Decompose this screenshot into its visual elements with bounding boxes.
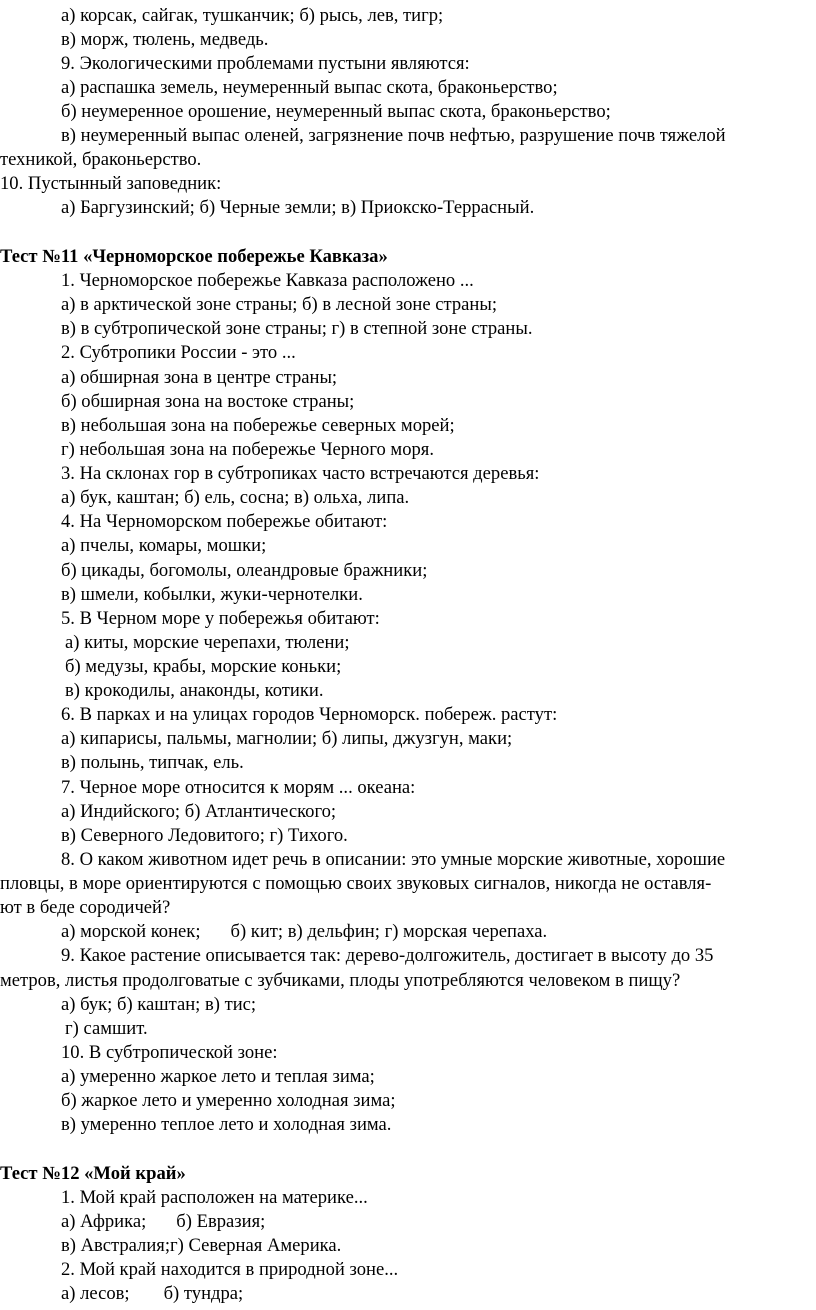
answer-line: б) обширная зона на востоке страны;: [61, 391, 355, 412]
answer-option: а) Африка;: [61, 1211, 147, 1232]
answer-line: а) Баргузинский; б) Черные земли; в) Приокско-Террасный.: [61, 197, 535, 218]
answer-line: в) небольшая зона на побережье северных морей;: [61, 415, 455, 436]
question-line: 10. Пустынный заповедник:: [0, 173, 222, 194]
answer-line: г) небольшая зона на побережье Черного моря.: [61, 439, 434, 460]
question-line: ют в беде сородичей?: [0, 897, 171, 918]
answer-option: а) лесов;: [61, 1283, 130, 1304]
answer-option: б) тундра;: [163, 1283, 244, 1304]
answer-line: в) шмели, кобылки, жуки-чернотелки.: [61, 584, 363, 605]
question-line: 2. Мой край находится в природной зоне...: [61, 1259, 399, 1280]
answer-line: [61, 1210, 265, 1234]
answer-line: а) корсак, сайгак, тушканчик; б) рысь, лев, тигр;: [61, 5, 444, 26]
question-line: метров, листья продолговатые с зубчиками, плоды употребляются человеком в пищу?: [0, 970, 681, 991]
answer-line: а) кипарисы, пальмы, магнолии; б) липы, джузгун, маки;: [61, 728, 513, 749]
answer-line: б) цикады, богомолы, олеандровые бражники;: [61, 560, 428, 581]
question-line: 7. Черное море относится к морям ... океана:: [61, 777, 416, 798]
question-line: 9. Экологическими проблемами пустыни являются:: [61, 53, 470, 74]
question-line: 5. В Черном море у побережья обитают:: [61, 608, 380, 629]
answer-line: а) умеренно жаркое лето и теплая зима;: [61, 1066, 375, 1087]
answer-line: в) Северного Ледовитого; г) Тихого.: [61, 825, 348, 846]
question-line: 9. Какое растение описывается так: дерево-долгожитель, достигает в высоту до 35: [61, 945, 714, 966]
answer-line: б) медузы, крабы, морские коньки;: [65, 656, 342, 677]
answer-line: в) неумеренный выпас оленей, загрязнение почв нефтью, разрушение почв тяжелой: [61, 125, 726, 146]
answer-option: б) Евразия;: [176, 1211, 266, 1232]
answer-line: техникой, браконьерство.: [0, 149, 202, 170]
answer-line: а) киты, морские черепахи, тюлени;: [65, 632, 350, 653]
section-heading: Тест №12 «Мой край»: [0, 1163, 186, 1184]
question-line: 1. Мой край расположен на материке...: [61, 1187, 368, 1208]
question-line: 3. На склонах гор в субтропиках часто встречаются деревья:: [61, 463, 540, 484]
answer-line: а) бук; б) каштан; в) тис;: [61, 994, 257, 1015]
question-line: пловцы, в море ориентируются с помощью своих звуковых сигналов, никогда не оставля-: [0, 873, 712, 894]
answer-line: а) Индийского; б) Атлантического;: [61, 801, 337, 822]
question-line: 8. О каком животном идет речь в описании: это умные морские животные, хорошие: [61, 849, 726, 870]
answer-line: в) Австралия;г) Северная Америка.: [61, 1235, 342, 1256]
question-line: 10. В субтропической зоне:: [61, 1042, 278, 1063]
answer-line: а) обширная зона в центре страны;: [61, 367, 338, 388]
answer-line: в) морж, тюлень, медведь.: [61, 29, 269, 50]
answer-line: б) жаркое лето и умеренно холодная зима;: [61, 1090, 396, 1111]
answer-line: а) в арктической зоне страны; б) в лесной зоне страны;: [61, 294, 498, 315]
answer-line: в) в субтропической зоне страны; г) в степной зоне страны.: [61, 318, 533, 339]
answer-line: [61, 920, 547, 944]
question-line: 6. В парках и на улицах городов Черноморск. побереж. растут:: [61, 704, 558, 725]
answer-option: а) морской конек;: [61, 921, 201, 942]
answer-line: б) неумеренное орошение, неумеренный выпас скота, браконьерство;: [61, 101, 611, 122]
question-line: 2. Субтропики России - это ...: [61, 342, 296, 363]
answer-line: а) распашка земель, неумеренный выпас скота, браконьерство;: [61, 77, 558, 98]
answer-line: в) умеренно теплое лето и холодная зима.: [61, 1114, 392, 1135]
answer-line: а) пчелы, комары, мошки;: [61, 535, 267, 556]
answer-line: в) полынь, типчак, ель.: [61, 752, 244, 773]
question-line: 4. На Черноморском побережье обитают:: [61, 511, 388, 532]
section-heading: Тест №11 «Черноморское побережье Кавказа»: [0, 246, 388, 267]
answer-line: в) крокодилы, анаконды, котики.: [65, 680, 324, 701]
question-line: 1. Черноморское побережье Кавказа расположено ...: [61, 270, 474, 291]
answer-line: г) самшит.: [65, 1018, 148, 1039]
answer-line: [61, 1282, 243, 1306]
answer-option: б) кит; в) дельфин; г) морская черепаха.: [230, 921, 548, 942]
answer-line: а) бук, каштан; б) ель, сосна; в) ольха, липа.: [61, 487, 410, 508]
